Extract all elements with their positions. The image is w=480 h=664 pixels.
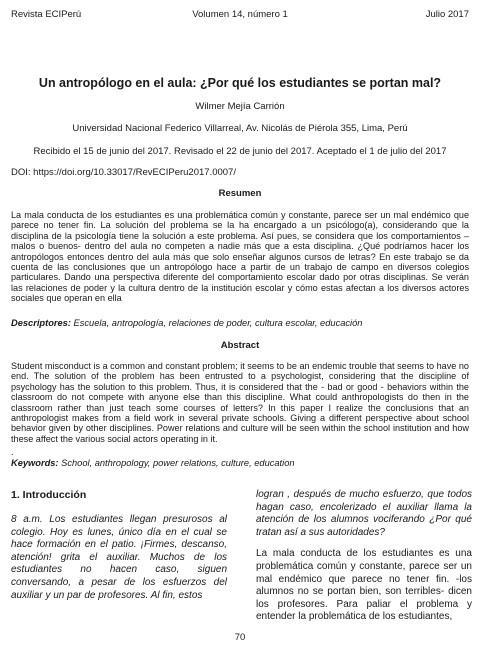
journal-date: Julio 2017	[425, 9, 469, 20]
right-column	[256, 489, 472, 624]
dates-line: Recibido el 15 de junio del 2017. Revisado el 22 de junio del 2017. Aceptado el 1 de julio del 2017	[33, 146, 447, 157]
resumen-heading: Resumen	[218, 188, 262, 199]
intro-heading: 1. Introducción	[11, 489, 87, 501]
affiliation: Universidad Nacional Federico Villarreal, Av. Nicolás de Piérola 355, Lima, Perú	[72, 123, 408, 134]
paper-title: Un antropólogo en el aula: ¿Por qué los estudiantes se portan mal?	[38, 76, 442, 90]
journal-name: Revista ECIPerú	[11, 9, 82, 20]
intro-left-italic: 8 a.m. Los estudiantes llegan presurosos al colegio. Hoy es lunes, único día en el cual se hace formación en el patio. ¡Firmes, descanso, atención! grita el auxiliar. Muchos de los estudiantes no hacen caso, siguen conversando, a pesar de los esfuerzos del auxiliar y un par de profesores. Al fin, estos	[11, 514, 227, 601]
stray-dot: .	[11, 447, 14, 457]
descriptores-label: Descriptores:	[11, 318, 71, 328]
keywords-label: Keywords:	[11, 458, 59, 468]
resumen-text: La mala conducta de los estudiantes es una problemática común y constante, parece ser un mal endémico que parece no tener fin. La solución del problema se la ha encargado a un psicólogo(a), considerando que la disciplina de la psicología tiene la solución a este problema. Así pues, se considera que los comportamientos –malos o buenos- dentro del aula no competen a nadie más que a esta disciplina. ¿Qué podríamos hacer los antropólogos entonces dentro del aula más que solo enseñar algunos cursos de letras? En este trabajo se da cuenta de las conclusiones que un antropólogo hace a partir de un trabajo de campo en diversos colegios particulares. Dando una perspectiva diferente del comportamiento escolar dado por otras disciplinas. Se verán las relaciones de poder y la cultura dentro de la institución escolar y cómo estas afectan a los diversos actores sociales que operan en ella	[11, 210, 469, 304]
page-number: 70	[234, 632, 246, 643]
left-column	[11, 489, 227, 602]
abstract-text: Student misconduct is a common and constant problem; it seems to be an endemic trouble that seems to have no end. The solution of the problem has been entrusted to a psychologist, considering that the discipline of psychology has the solution to this problem. Thus, it is considered that the - bad or good - behaviors within the classroom do not compete with anyone else than this discipline. What could anthropologists do then in the classroom rather than just teach some courses of letters? In this paper I realize the conclusions that an anthropologist makes from a field work in several private schools. Giving a different perspective about school behavior given by other disciplines. Power relations and culture will be seen within the school institution and how these affect the various social actors operating in it.	[11, 361, 469, 444]
keywords-text: School, anthropology, power relations, culture, education	[61, 458, 295, 468]
descriptores-text: Escuela, antropología, relaciones de poder, cultura escolar, educación	[73, 318, 363, 328]
intro-right-paragraph: La mala conducta de los estudiantes es una problemática común y constante, parece ser un mal endémico que parece no tener fin. -los alumnos no se portan bien, son terribles- dicen los profesores. Para paliar el problema y entender la problemática de los estudiantes,	[256, 548, 472, 623]
descriptores	[11, 318, 469, 328]
journal-volume: Volumen 14, número 1	[192, 9, 288, 20]
abstract-heading: Abstract	[220, 340, 260, 351]
keywords	[11, 458, 469, 468]
author: Wilmer Mejía Carrión	[195, 101, 285, 112]
intro-right-italic: logran , después de mucho esfuerzo, que todos hagan caso, encolerizado el auxiliar llama la atención de los alumnos vociferando ¿Por qué tratan así a sus autoridades?	[256, 489, 472, 538]
doi: DOI: https://doi.org/10.33017/RevECIPeru2017.0007/	[11, 167, 236, 178]
